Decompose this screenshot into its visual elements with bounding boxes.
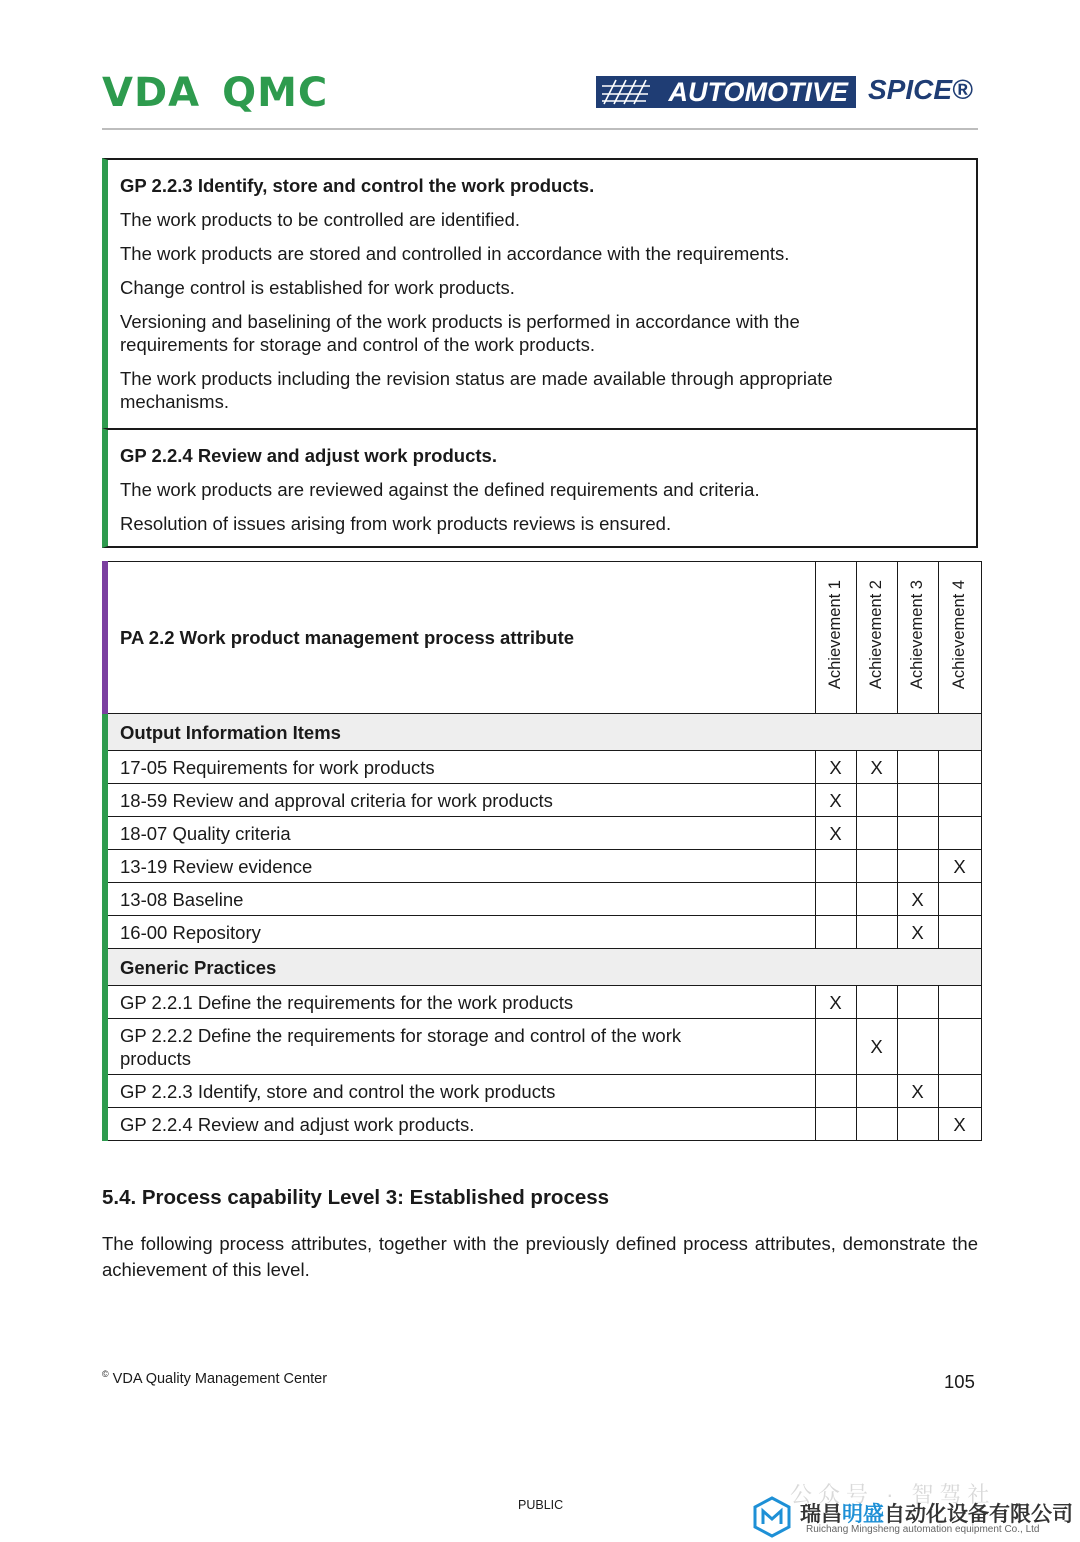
column-header	[897, 562, 938, 714]
achievement-3-cell	[897, 1019, 938, 1075]
column-header	[856, 562, 897, 714]
achievement-3-cell	[897, 784, 938, 817]
table-row	[105, 751, 981, 784]
gp223-line-2: The work products are stored and controlled in accordance with the requirements.	[120, 243, 790, 264]
table-row	[105, 817, 981, 850]
achievement-1-label: Achievement 1	[826, 580, 844, 690]
row-label: 13-19 Review evidence	[105, 850, 815, 883]
company-name-en: Ruichang Mingsheng automation equipment Co., Ltd	[806, 1524, 1040, 1535]
achievement-4-cell	[938, 1075, 981, 1108]
achievement-3-cell	[897, 817, 938, 850]
row-label: GP 2.2.4 Review and adjust work products.	[105, 1108, 815, 1141]
footer-org: VDA Quality Management Center	[112, 1370, 328, 1387]
table-row	[105, 1075, 981, 1108]
achievement-4-cell	[938, 784, 981, 817]
achievement-3-label: Achievement 3	[908, 580, 926, 690]
achievement-1-cell	[815, 850, 856, 883]
table-row	[105, 916, 981, 949]
table-header-row	[105, 562, 981, 714]
table-row	[105, 986, 981, 1019]
achievement-1-cell	[815, 916, 856, 949]
vda-qmc-logo	[102, 70, 328, 116]
gp224-line-1: The work products are reviewed against the defined requirements and criteria.	[120, 479, 760, 500]
achievement-4-cell	[938, 751, 981, 784]
achievement-1-cell: X	[815, 751, 856, 784]
table-section-row	[105, 714, 981, 751]
row-label: GP 2.2.2 Define the requirements for storage and control of the work products	[105, 1019, 815, 1075]
row-label: GP 2.2.1 Define the requirements for the work products	[105, 986, 815, 1019]
table-row	[105, 850, 981, 883]
achievement-4-cell: X	[938, 1108, 981, 1141]
gp223-line-5: The work products including the revision status are made available through appropriate mechanisms.	[120, 368, 833, 412]
table-row	[105, 784, 981, 817]
achievement-4-cell	[938, 817, 981, 850]
achievement-2-cell: X	[856, 1019, 897, 1075]
achievement-2-cell	[856, 1108, 897, 1141]
column-header	[815, 562, 856, 714]
classification-label: PUBLIC	[518, 1498, 564, 1512]
table-row	[105, 883, 981, 916]
section-body: The following process attributes, together with the previously defined process attributes, demonstrate the achievement of this level.	[102, 1233, 978, 1280]
achievement-4-cell: X	[938, 850, 981, 883]
achievement-2-cell: X	[856, 751, 897, 784]
achievement-1-cell: X	[815, 986, 856, 1019]
achievement-3-cell	[897, 986, 938, 1019]
achievement-2-cell	[856, 784, 897, 817]
row-label: 16-00 Repository	[105, 916, 815, 949]
achievement-1-cell: X	[815, 817, 856, 850]
achievement-4-label: Achievement 4	[950, 580, 968, 690]
watermark-text: 公众号 · 智驾社	[790, 1482, 996, 1507]
automotive-text: AUTOMOTIVE	[668, 76, 848, 107]
achievement-2-label: Achievement 2	[867, 580, 885, 690]
achievement-3-cell	[897, 850, 938, 883]
achievement-2-cell	[856, 817, 897, 850]
globe-icon	[600, 78, 654, 106]
company-logo-icon	[752, 1496, 792, 1538]
gp223-line-3: Change control is established for work products.	[120, 277, 515, 298]
achievement-2-cell	[856, 1075, 897, 1108]
table-section-row	[105, 949, 981, 986]
achievement-4-cell	[938, 986, 981, 1019]
achievement-2-cell	[856, 916, 897, 949]
company-name-post: 自动化设备有限公司	[884, 1503, 1073, 1526]
achievement-3-cell: X	[897, 916, 938, 949]
section-heading: Generic Practices	[105, 949, 981, 986]
company-name-pre: 瑞昌	[800, 1503, 842, 1526]
table-row	[105, 1108, 981, 1141]
automotive-spice-banner	[596, 76, 856, 108]
row-label: 18-59 Review and approval criteria for work products	[105, 784, 815, 817]
row-label: 17-05 Requirements for work products	[105, 751, 815, 784]
gp223-line-1: The work products to be controlled are identified.	[120, 209, 521, 230]
gp223-title: GP 2.2.3 Identify, store and control the work products.	[120, 175, 595, 196]
achievement-1-cell	[815, 883, 856, 916]
qmc-logo-text: QMC	[222, 70, 329, 116]
footer-copyright	[102, 1369, 327, 1387]
achievement-2-cell	[856, 986, 897, 1019]
achievement-3-cell: X	[897, 1075, 938, 1108]
section-title: 5.4. Process capability Level 3: Established process	[102, 1186, 610, 1209]
row-label: 13-08 Baseline	[105, 883, 815, 916]
achievement-2-cell	[856, 883, 897, 916]
achievement-4-cell	[938, 883, 981, 916]
vda-logo-text: VDA	[102, 70, 201, 116]
column-header	[938, 562, 981, 714]
achievement-1-cell	[815, 1019, 856, 1075]
achievement-3-cell	[897, 1108, 938, 1141]
pa22-table	[102, 561, 982, 1141]
achievement-1-cell: X	[815, 784, 856, 817]
achievement-4-cell	[938, 916, 981, 949]
gp224-box	[102, 428, 978, 548]
spice-text: SPICE®	[868, 74, 973, 105]
achievement-1-cell	[815, 1075, 856, 1108]
pa22-title: PA 2.2 Work product management process attribute	[105, 562, 815, 714]
row-label: 18-07 Quality criteria	[105, 817, 815, 850]
achievement-2-cell	[856, 850, 897, 883]
gp223-box	[102, 158, 978, 430]
row-label: GP 2.2.3 Identify, store and control the work products	[105, 1075, 815, 1108]
gp224-line-2: Resolution of issues arising from work products reviews is ensured.	[120, 513, 672, 534]
achievement-1-cell	[815, 1108, 856, 1141]
company-name-highlight: 明盛	[842, 1503, 884, 1526]
header-rule	[102, 128, 978, 130]
gp223-line-4: Versioning and baselining of the work products is performed in accordance with the requirements for storage and control of the work products.	[120, 311, 800, 355]
table-row	[105, 1019, 981, 1075]
section-heading: Output Information Items	[105, 714, 981, 751]
achievement-3-cell	[897, 751, 938, 784]
copyright-mark: ©	[102, 1369, 109, 1379]
achievement-4-cell	[938, 1019, 981, 1075]
page-number: 105	[944, 1371, 975, 1392]
gp224-title: GP 2.2.4 Review and adjust work products.	[120, 445, 497, 466]
table-body	[105, 714, 981, 1141]
achievement-3-cell: X	[897, 883, 938, 916]
